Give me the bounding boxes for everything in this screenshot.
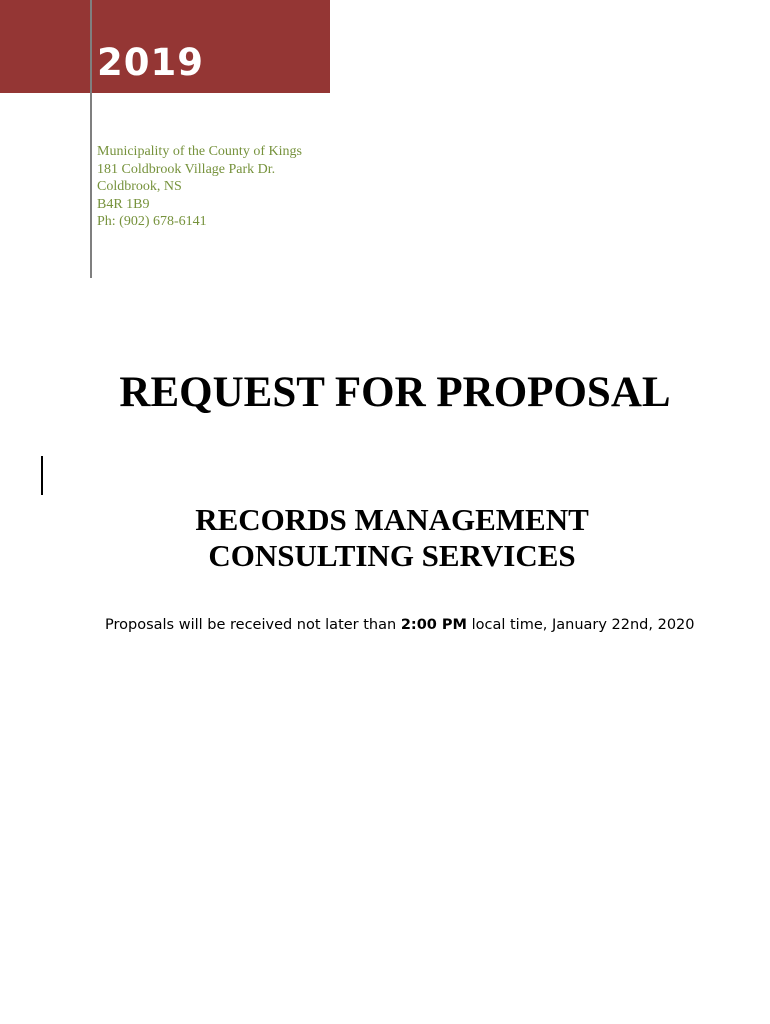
address-block [97,143,302,231]
year-label: 2019 [97,41,204,84]
deadline-notice [105,617,695,634]
text-cursor-mark [41,456,43,495]
deadline-time: 2:00 PM [400,617,467,633]
deadline-suffix: local time, January 22nd, 2020 [466,617,695,633]
address-org: Municipality of the County of Kings [97,144,302,159]
address-street: 181 Coldbrook Village Park Dr. [97,161,276,177]
deadline-prefix: Proposals will be received not later than [105,617,401,633]
address-postal: B4R 1B9 [97,196,150,212]
vertical-divider [90,0,92,278]
document-subtitle [0,502,770,574]
address-city: Coldbrook, NS [97,179,182,194]
subtitle-line-1: RECORDS MANAGEMENT [195,502,589,537]
subtitle-line-2: CONSULTING SERVICES [208,538,576,573]
address-phone: Ph: (902) 678-6141 [97,214,207,229]
document-title: REQUEST FOR PROPOSAL [119,369,671,416]
